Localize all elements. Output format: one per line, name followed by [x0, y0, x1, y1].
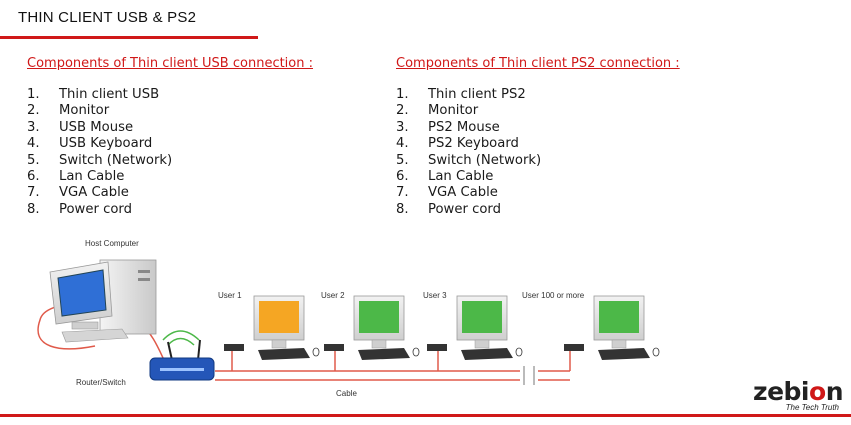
item-text: VGA Cable — [428, 185, 498, 201]
item-text: Monitor — [59, 103, 110, 119]
item-number: 8. — [396, 201, 409, 217]
ps2-components-list — [396, 87, 680, 218]
router-switch — [150, 331, 214, 380]
user-1-label: User 1 — [218, 291, 242, 300]
keyboard — [258, 348, 310, 360]
user-station-4 — [564, 296, 659, 360]
router-switch-label: Router/Switch — [76, 378, 126, 387]
page-title: THIN CLIENT USB & PS2 — [18, 9, 197, 26]
list-item — [27, 153, 313, 169]
list-item — [27, 202, 313, 218]
monitor-stand — [372, 340, 386, 348]
keyboard — [461, 348, 513, 360]
item-number: 7. — [396, 185, 409, 201]
list-item — [396, 103, 680, 119]
item-number: 1. — [27, 87, 40, 102]
item-number: 5. — [27, 152, 40, 168]
user-4-label: User 100 or more — [522, 291, 585, 300]
keyboard — [598, 348, 650, 360]
item-number: 1. — [396, 87, 409, 102]
usb-components-heading: Components of Thin client USB connection : — [27, 56, 313, 71]
item-number: 8. — [27, 201, 40, 217]
user-station-1 — [224, 296, 319, 360]
list-item — [27, 185, 313, 201]
keyboard — [358, 348, 410, 360]
item-text: VGA Cable — [59, 185, 129, 201]
item-text: USB Mouse — [59, 119, 134, 135]
host-keyboard — [62, 329, 128, 342]
monitor-stand — [475, 340, 489, 348]
item-text: USB Keyboard — [59, 136, 153, 152]
item-number: 5. — [396, 152, 409, 168]
thin-client-box — [427, 344, 447, 351]
list-item — [27, 103, 313, 119]
item-number: 4. — [27, 136, 40, 152]
host-computer-label: Host Computer — [85, 239, 139, 248]
host-tower-drive — [138, 278, 150, 281]
cable-label: Cable — [336, 389, 357, 398]
item-text: Thin client USB — [59, 87, 160, 102]
item-number: 6. — [27, 169, 40, 185]
item-text: PS2 Mouse — [428, 119, 500, 135]
mouse — [313, 348, 319, 356]
logo-text-left: zebi — [753, 377, 809, 406]
router-lights — [160, 368, 204, 371]
zebion-logo — [753, 377, 843, 406]
host-monitor-stand — [72, 322, 98, 329]
item-number: 7. — [27, 185, 40, 201]
monitor-screen — [599, 301, 639, 333]
item-text: Lan Cable — [428, 169, 494, 185]
item-text: Lan Cable — [59, 169, 125, 185]
item-number: 3. — [27, 119, 40, 135]
bottom-rule — [0, 414, 851, 417]
thin-client-box — [324, 344, 344, 351]
monitor-stand — [272, 340, 286, 348]
list-item — [27, 120, 313, 136]
item-number: 3. — [396, 119, 409, 135]
ps2-components-heading: Components of Thin client PS2 connection : — [396, 56, 680, 71]
user-3-label: User 3 — [423, 291, 447, 300]
thin-client-box — [564, 344, 584, 351]
list-item — [396, 153, 680, 169]
list-item — [396, 169, 680, 185]
item-text: PS2 Keyboard — [428, 136, 519, 152]
list-item — [396, 87, 680, 103]
list-item — [396, 120, 680, 136]
monitor-screen — [462, 301, 502, 333]
thin-client-box — [224, 344, 244, 351]
monitor-stand — [612, 340, 626, 348]
item-number: 2. — [396, 103, 409, 119]
list-item — [396, 136, 680, 152]
router-antenna — [168, 342, 172, 360]
item-text: Power cord — [59, 201, 132, 217]
title-underline — [0, 36, 258, 39]
list-item — [27, 136, 313, 152]
mouse — [516, 348, 522, 356]
item-text: Monitor — [428, 103, 479, 119]
logo-text-accent: o — [809, 377, 826, 406]
usb-components-column — [27, 56, 313, 218]
ps2-components-column — [396, 56, 680, 218]
user-station-2 — [324, 296, 419, 360]
host-tower-drive — [138, 270, 150, 273]
logo-text-right: n — [825, 377, 843, 406]
usb-components-list — [27, 87, 313, 218]
item-number: 6. — [396, 169, 409, 185]
item-text: Switch (Network) — [59, 152, 173, 168]
list-item — [396, 185, 680, 201]
network-diagram — [0, 228, 720, 408]
list-item — [27, 169, 313, 185]
host-computer — [50, 260, 156, 342]
router-antenna — [198, 340, 200, 360]
item-text: Power cord — [428, 201, 501, 217]
user-station-3 — [427, 296, 522, 360]
user-2-label: User 2 — [321, 291, 345, 300]
item-text: Thin client PS2 — [428, 87, 526, 102]
mouse — [653, 348, 659, 356]
brand-tagline: The Tech Truth — [785, 403, 839, 412]
monitor-screen — [359, 301, 399, 333]
monitor-screen — [259, 301, 299, 333]
host-monitor-screen — [58, 270, 106, 316]
item-text: Switch (Network) — [428, 152, 542, 168]
list-item — [27, 87, 313, 103]
brand — [753, 377, 843, 412]
mouse — [413, 348, 419, 356]
item-number: 4. — [396, 136, 409, 152]
item-number: 2. — [27, 103, 40, 119]
list-item — [396, 202, 680, 218]
